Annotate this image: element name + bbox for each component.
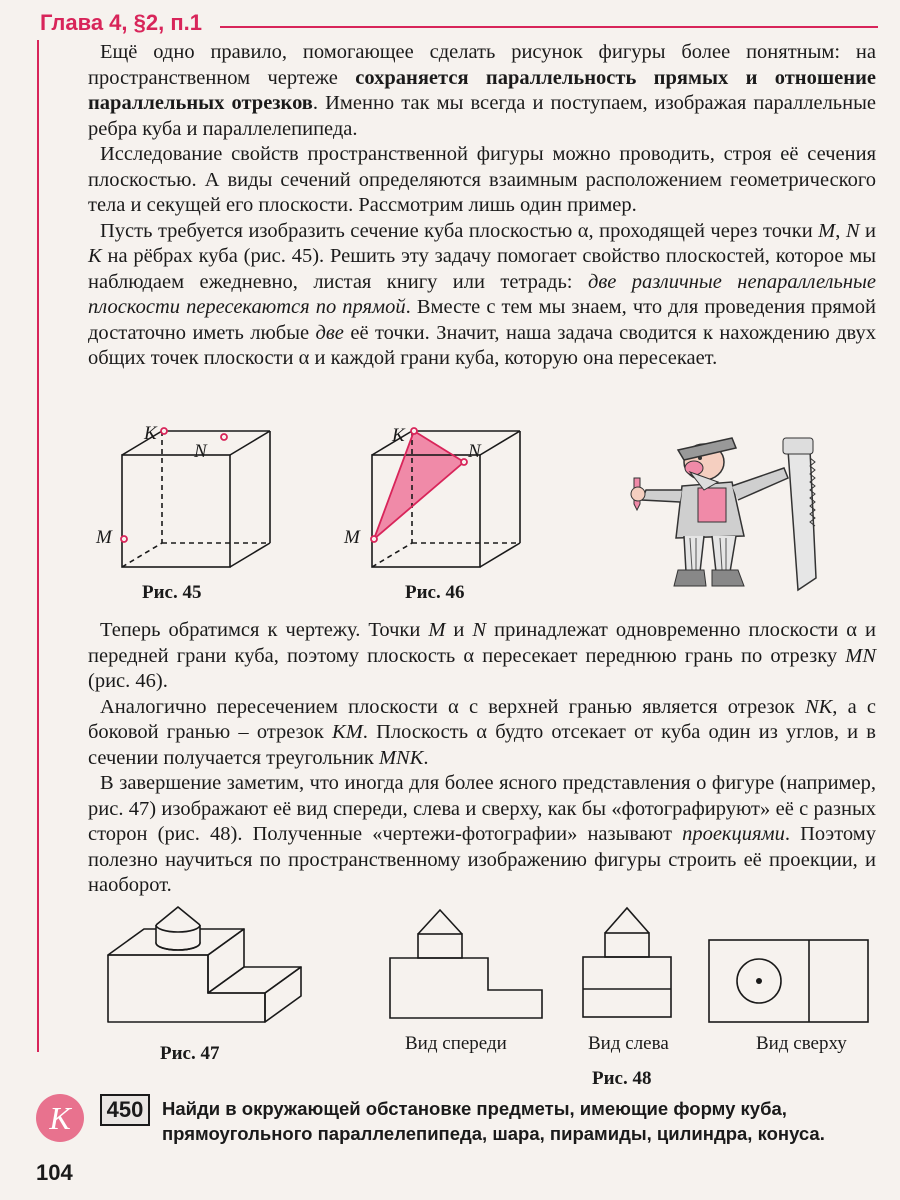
projection-left-view bbox=[580, 905, 675, 1025]
label-k: K bbox=[144, 423, 157, 444]
front-view-caption: Вид спереди bbox=[405, 1033, 507, 1054]
figure-46-cube-section bbox=[344, 425, 540, 575]
cartoon-character-illustration bbox=[620, 428, 840, 598]
figure-47-caption: Рис. 47 bbox=[160, 1043, 220, 1064]
paragraph-4: Теперь обратимся к чертежу. Точки M и N принадлежат одновременно плоскости α и передней грани куба, поэтому плоскость α пересекает переднюю грань по отрезку MN (рис. 46). bbox=[88, 619, 876, 692]
paragraph-6: В завершение заметим, что иногда для более ясного представления о фигуре (например, рис. 47) изображают её вид спереди, слева и сверху, как бы «фотографируют» её с разных сторон (рис. 48). Полученные «чертежи-фотографии» называют проекциями. Поэтому полезно научиться по пространственному изображению фигуры строить её проекции, и наоборот. bbox=[88, 772, 877, 896]
figure-45-caption: Рис. 45 bbox=[142, 582, 202, 603]
task-text: Найди в окружающей обстановке предметы, имеющие форму куба, прямоугольного параллелепипеда, шара, пирамиды, цилиндра, конуса. bbox=[162, 1098, 825, 1144]
paragraph-1: Ещё одно правило, помогающее сделать рисунок фигуры более понятным: на пространственном чертеже сохраняется параллельность прямых и отношение параллельных отрезков. Именно так мы всегда и поступаем, изображая параллельные ребра куба и параллелепипеда. bbox=[88, 41, 876, 140]
paragraph-2: Исследование свойств пространственной фигуры можно проводить, строя её сечения плоскостью. А виды сечений определяются взаимным расположением геометрического тела и секущей его плоскости. Рассмотрим лишь один пример. bbox=[88, 143, 876, 216]
top-view-caption: Вид сверху bbox=[756, 1033, 847, 1054]
label-m: M bbox=[344, 527, 360, 548]
label-k: K bbox=[392, 425, 405, 446]
label-m: M bbox=[96, 527, 112, 548]
emphasis-italic: две различные непараллельные плоскости пересекаются по прямой bbox=[88, 270, 876, 318]
task-number: 450 bbox=[100, 1094, 150, 1126]
emphasis-italic: проекциями bbox=[682, 823, 785, 845]
label-n: N bbox=[194, 441, 207, 462]
figure-46-caption: Рис. 46 bbox=[405, 582, 465, 603]
emphasis-bold: сохраняется параллельность прямых и отношение параллельных отрезков bbox=[88, 66, 876, 114]
header-rule bbox=[220, 26, 878, 28]
label-n: N bbox=[468, 441, 481, 462]
page-number: 104 bbox=[36, 1160, 73, 1185]
task-type-badge: К bbox=[36, 1094, 84, 1142]
left-view-caption: Вид слева bbox=[588, 1033, 669, 1054]
projection-front-view bbox=[388, 908, 548, 1023]
figure-45-cube bbox=[96, 423, 290, 575]
text-block-middle bbox=[88, 618, 876, 899]
paragraph-3: Пусть требуется изобразить сечение куба плоскостью α, проходящей через точки M, N и K на рёбрах куба (рис. 45). Решить эту задачу помогает свойство плоскостей, которое мы наблюдаем ежедневно, листая книгу или тетрадь: две различные непараллельные плоскости пересекаются по прямой. Вместе с тем мы знаем, что для проведения прямой достаточно иметь любые две её точки. Значит, наша задача сводится к нахождению двух общих точек плоскости α и каждой грани куба, которую она пересекает. bbox=[88, 219, 877, 369]
chapter-header bbox=[40, 10, 878, 40]
text-block-top bbox=[88, 40, 876, 372]
margin-line bbox=[37, 40, 39, 1052]
figure-48-caption: Рис. 48 bbox=[592, 1068, 652, 1089]
paragraph-5: Аналогично пересечением плоскости α с верхней гранью является отрезок NK, а с боковой гранью – отрезок KM. Плоскость α будто отсекает от куба один из углов, и в сечении получается треугольник MNK. bbox=[88, 695, 876, 769]
figure-47-solid bbox=[100, 905, 315, 1030]
chapter-title: Глава 4, §2, п.1 bbox=[40, 10, 202, 35]
projection-top-view bbox=[707, 938, 872, 1026]
